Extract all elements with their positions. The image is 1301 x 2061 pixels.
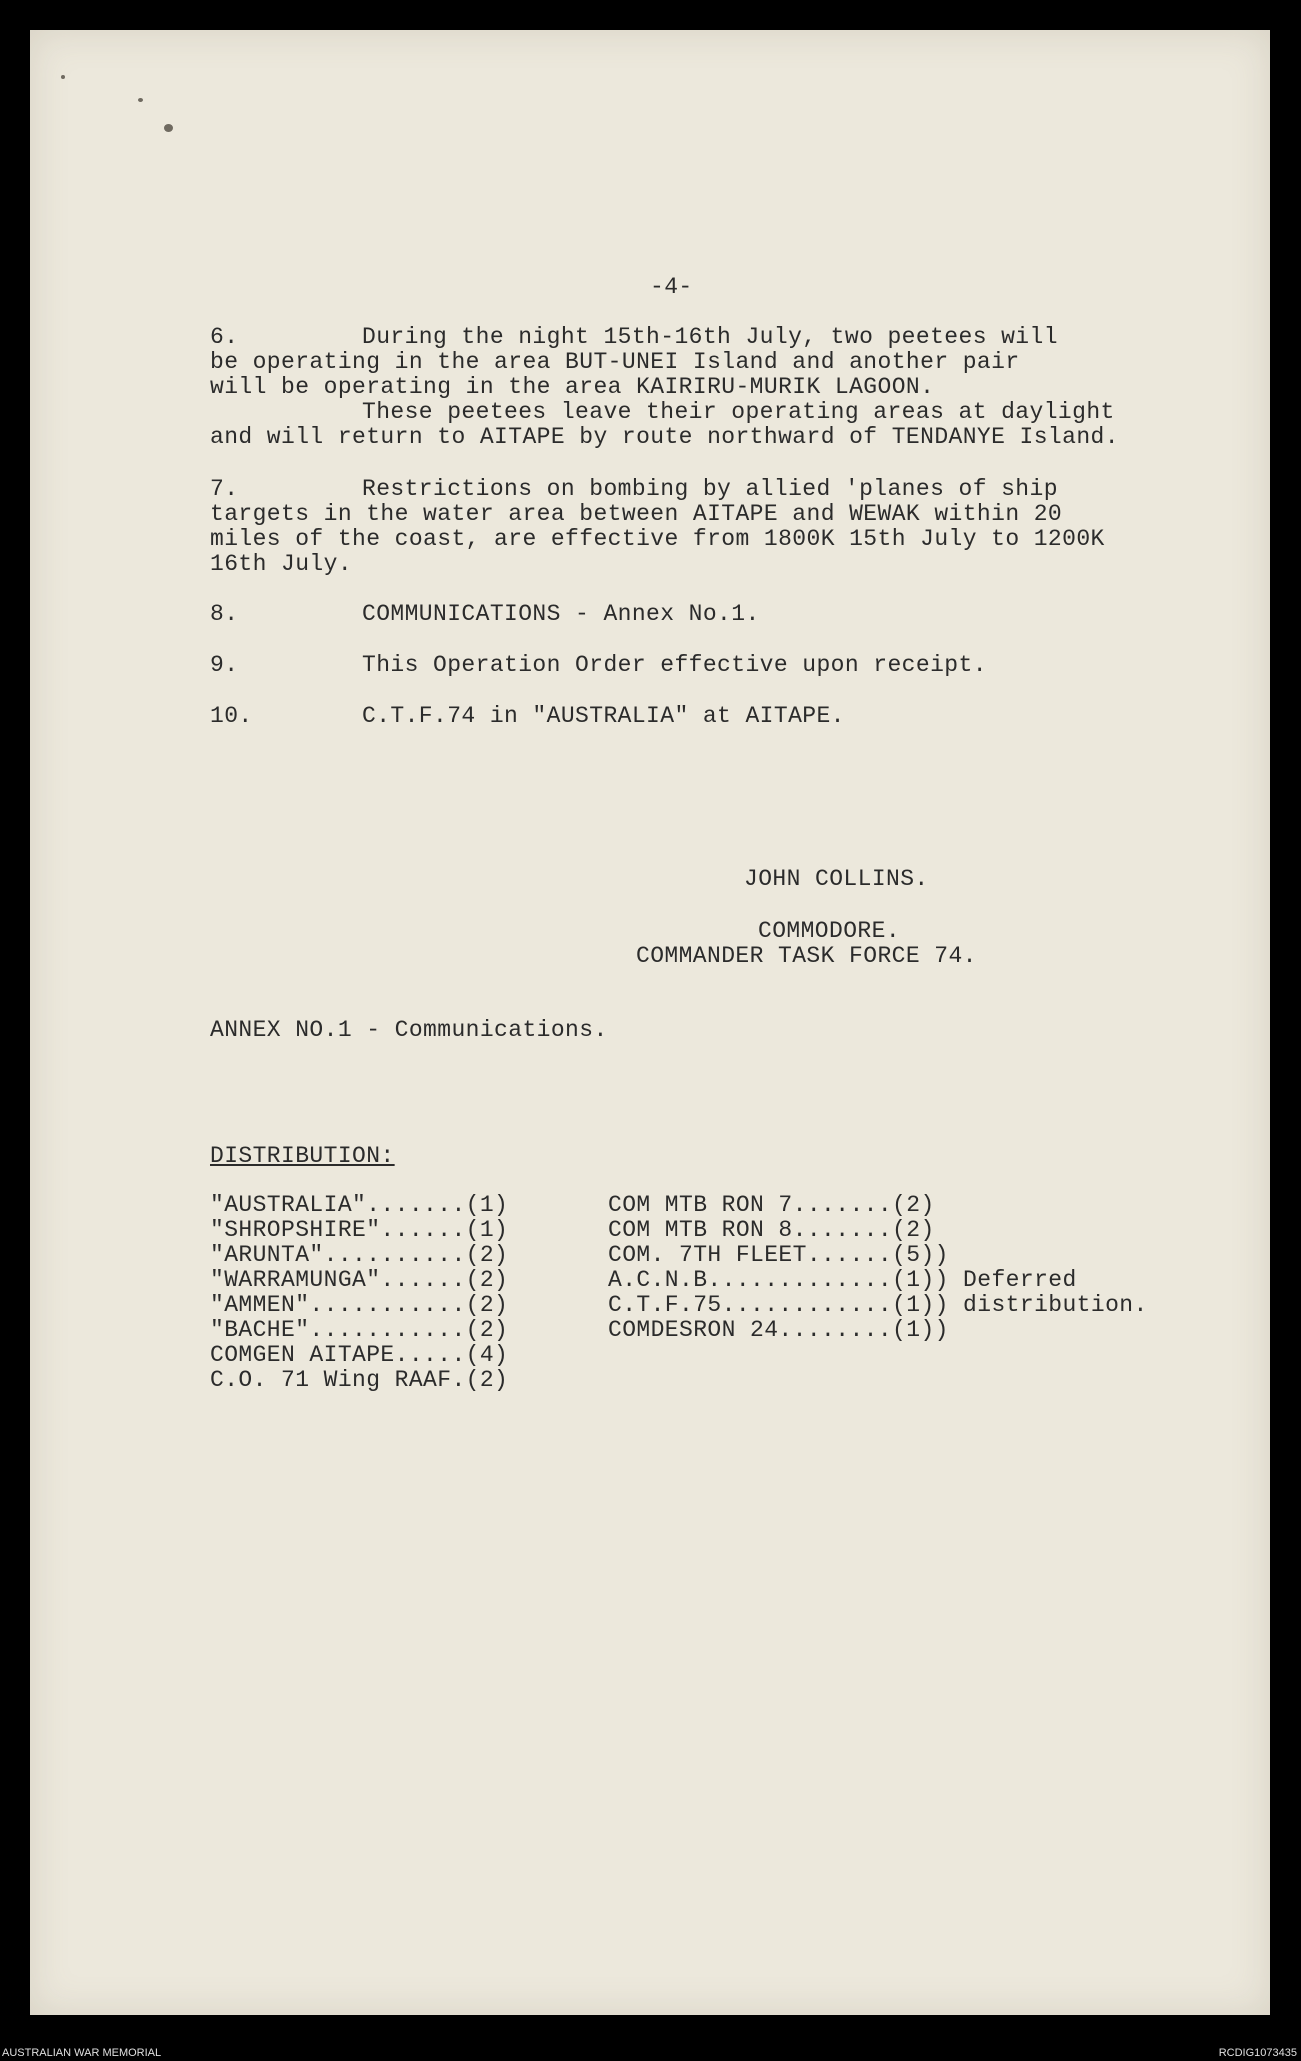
paragraph-7-number: 7. — [210, 476, 239, 502]
paragraph-10-number: 10. — [210, 703, 253, 729]
paragraph-6-number: 6. — [210, 324, 239, 350]
paragraph-7-line: miles of the coast, are effective from 1800K 15th July to 1200K — [210, 526, 1105, 552]
signature-title: COMMANDER TASK FORCE 74. — [636, 943, 977, 969]
paragraph-9-text: This Operation Order effective upon receipt. — [362, 652, 987, 678]
signature-rank: COMMODORE. — [758, 918, 901, 944]
paragraph-6-line: be operating in the area BUT-UNEI Island and another pair — [210, 349, 1020, 375]
paragraph-8-text: COMMUNICATIONS - Annex No.1. — [362, 601, 760, 627]
annex-line: ANNEX NO.1 - Communications. — [210, 1017, 608, 1043]
paragraph-6-line: These peetees leave their operating areas at daylight — [362, 399, 1115, 425]
paragraph-7-line: 16th July. — [210, 551, 353, 577]
distribution-right-item: A.C.N.B.............(1)) Deferred — [608, 1267, 1077, 1293]
distribution-left-item: COMGEN AITAPE.....(4) — [210, 1342, 509, 1368]
paragraph-8-number: 8. — [210, 601, 239, 627]
paragraph-6-line: and will return to AITAPE by route northward of TENDANYE Island. — [210, 424, 1119, 450]
footer-archive-label: AUSTRALIAN WAR MEMORIAL — [2, 2047, 162, 2059]
distribution-left-item: C.O. 71 Wing RAAF.(2) — [210, 1367, 509, 1393]
distribution-right-item: COM. 7TH FLEET......(5)) — [608, 1242, 949, 1268]
distribution-left-item: "BACHE"...........(2) — [210, 1317, 509, 1343]
paragraph-7-line: Restrictions on bombing by allied 'planes of ship — [362, 476, 1058, 502]
paragraph-10-text: C.T.F.74 in "AUSTRALIA" at AITAPE. — [362, 703, 845, 729]
distribution-left-item: "AUSTRALIA".......(1) — [210, 1192, 509, 1218]
punch-hole-mark — [138, 98, 143, 102]
distribution-left-item: "SHROPSHIRE"......(1) — [210, 1217, 509, 1243]
distribution-heading: DISTRIBUTION: — [210, 1143, 395, 1169]
distribution-left-item: "AMMEN"...........(2) — [210, 1292, 509, 1318]
distribution-right-item: COMDESRON 24........(1)) — [608, 1317, 949, 1343]
paragraph-7-line: targets in the water area between AITAPE and WEWAK within 20 — [210, 501, 1063, 527]
distribution-right-item: COM MTB RON 7.......(2) — [608, 1192, 935, 1218]
distribution-right-item: C.T.F.75............(1)) distribution. — [608, 1292, 1148, 1318]
distribution-left-item: "WARRAMUNGA"......(2) — [210, 1267, 509, 1293]
page-number: -4- — [650, 274, 693, 300]
signature-name: JOHN COLLINS. — [744, 866, 929, 892]
paragraph-6-line: will be operating in the area KAIRIRU-MURIK LAGOON. — [210, 374, 935, 400]
paragraph-6-line: During the night 15th-16th July, two peetees will — [362, 324, 1058, 350]
paragraph-9-number: 9. — [210, 652, 239, 678]
distribution-right-item: COM MTB RON 8.......(2) — [608, 1217, 935, 1243]
footer-record-id: RCDIG1073435 — [1218, 2047, 1297, 2059]
punch-hole-mark — [61, 75, 65, 79]
distribution-left-item: "ARUNTA"..........(2) — [210, 1242, 509, 1268]
punch-hole-mark — [164, 124, 173, 132]
